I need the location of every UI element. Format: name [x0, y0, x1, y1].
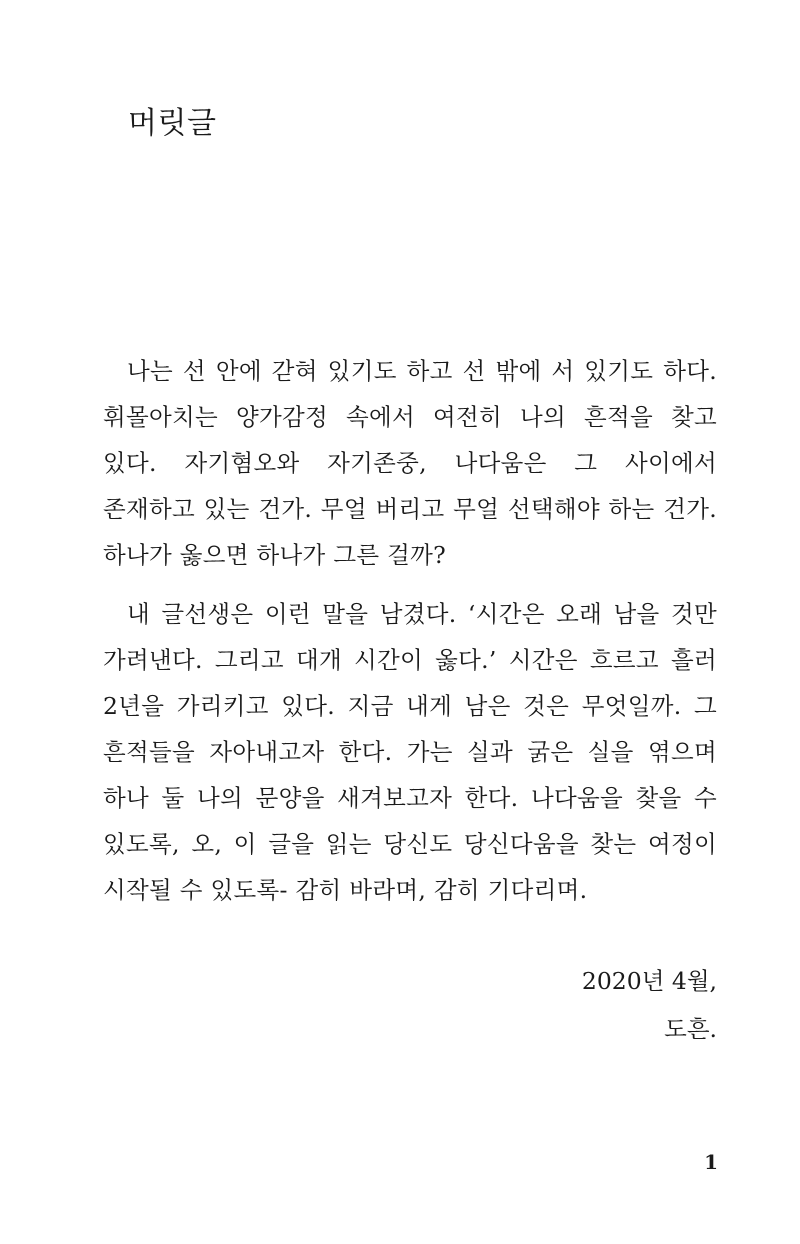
- page-number: 1: [704, 1150, 718, 1174]
- page-title: 머릿글: [128, 106, 217, 141]
- paragraph-1: 나는 선 안에 갇혀 있기도 하고 선 밖에 서 있기도 하다. 휘몰아치는 양가감정 속에서 여전히 나의 흔적을 찾고 있다. 자기혐오와 자기존중, 나다움은 그 사이에서 존재하고 있는 건가. 무얼 버리고 무얼 선택해야 하는 건가. 하나가 옳으면 하나가 그른 걸까?: [103, 357, 717, 569]
- signature-author: 도흔.: [664, 1015, 717, 1043]
- paragraph-2: 내 글선생은 이런 말을 남겼다. ‘시간은 오래 남을 것만 가려낸다. 그리고 대개 시간이 옳다.’ 시간은 흐르고 흘러 2년을 가리키고 있다. 지금 내게 남은 것은 무엇일까. 그 흔적들을 자아내고자 한다. 가는 실과 굵은 실을 엮으며 하나 둘 나의 문양을 새겨보고자 한다. 나다움을 찾을 수 있도록, 오, 이 글을 읽는 당신도 당신다움을 찾는 여정이 시작될 수 있도록- 감히 바라며, 감히 기다리며.: [103, 600, 717, 904]
- signature-date: 2020년 4월,: [581, 967, 717, 995]
